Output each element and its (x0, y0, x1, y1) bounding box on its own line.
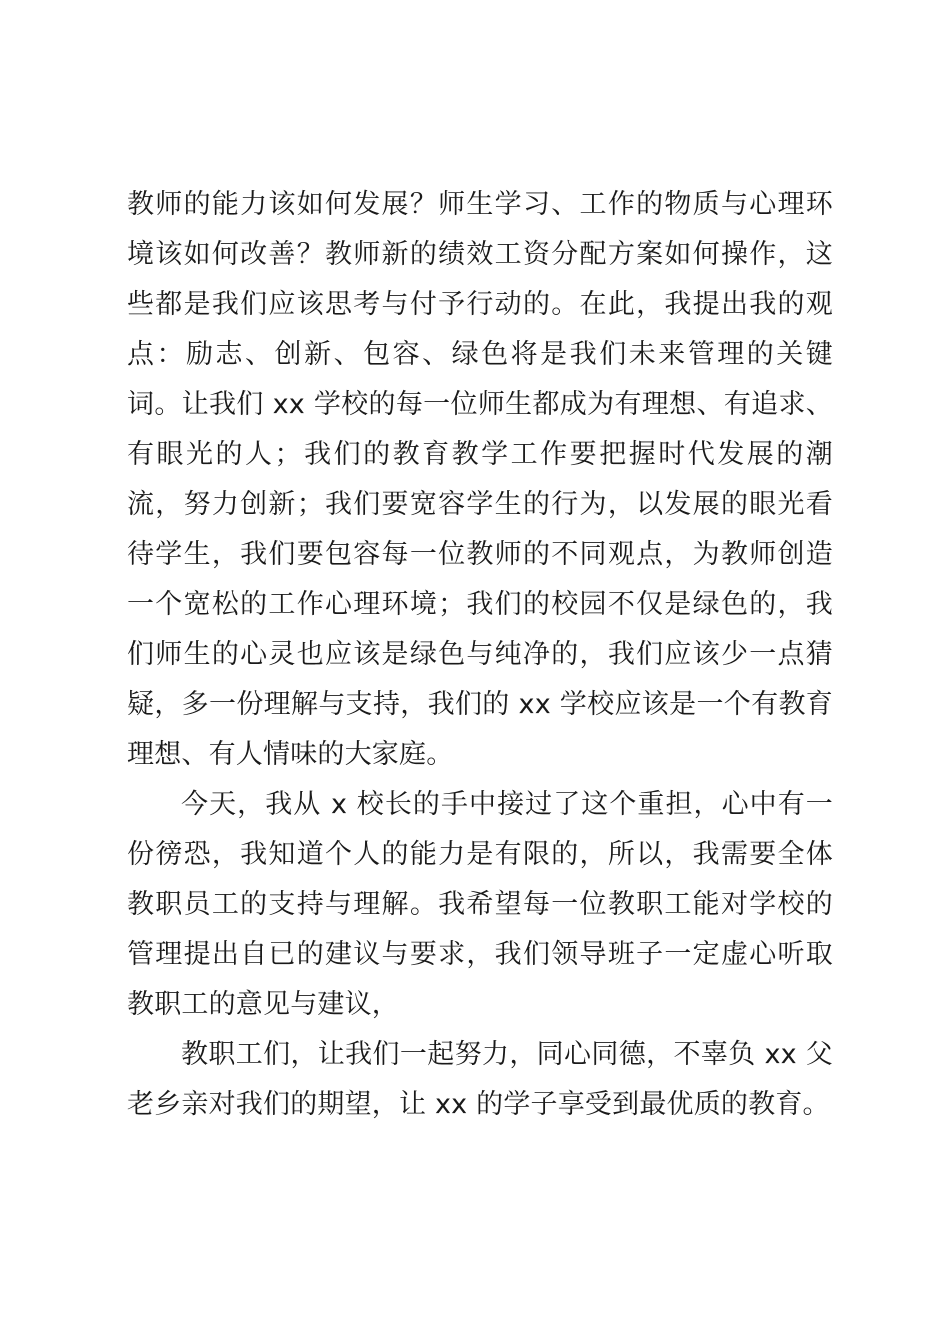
paragraph-1: 教师的能力该如何发展？师生学习、工作的物质与心理环境该如何改善？教师新的绩效工资分配方案如何操作，这些都是我们应该思考与付予行动的。在此，我提出我的观点：励志、创新、包容、绿色将是我们未来管理的关键词。让我们 xx 学校的每一位师生都成为有理想、有追求、有眼光的人；我们的教育教学工作要把握时代发展的潮流，努力创新；我们要宽容学生的行为，以发展的眼光看待学生，我们要包容每一位教师的不同观点，为教师创造一个宽松的工作心理环境；我们的校园不仅是绿色的，我们师生的心灵也应该是绿色与纯净的，我们应该少一点猜疑，多一份理解与支持，我们的 xx 学校应该是一个有教育理想、有人情味的大家庭。 (127, 189, 833, 770)
document-body (127, 180, 833, 1130)
paragraph-3: 教职工们，让我们一起努力，同心同德，不辜负 xx 父老乡亲对我们的期望，让 xx 的学子享受到最优质的教育。 (127, 1039, 833, 1120)
paragraph-2: 今天，我从 x 校长的手中接过了这个重担，心中有一份徬恐，我知道个人的能力是有限的，所以，我需要全体教职员工的支持与理解。我希望每一位教职工能对学校的管理提出自已的建议与要求，我们领导班子一定虚心听取教职工的意见与建议， (127, 789, 833, 1020)
